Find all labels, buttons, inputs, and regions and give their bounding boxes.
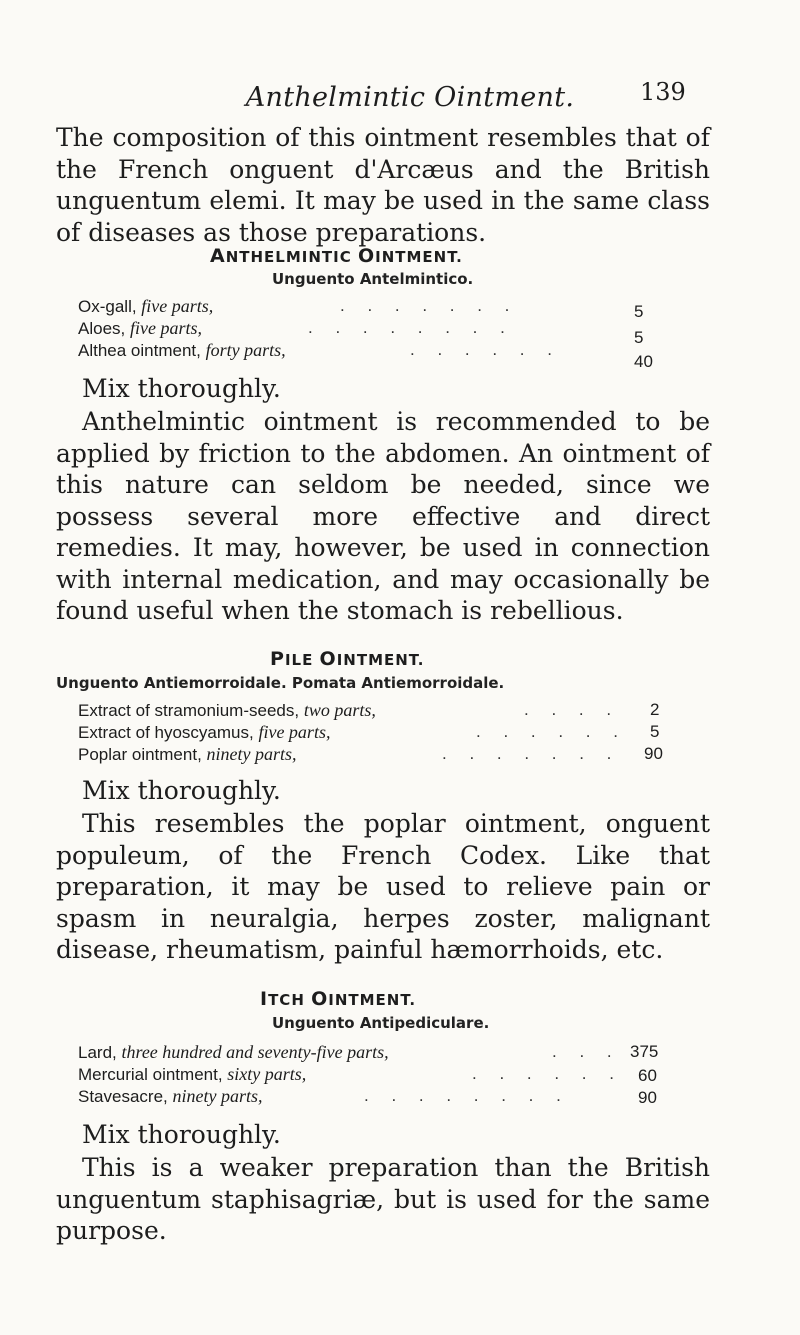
ingredient-row (78, 318, 718, 347)
section-title-pile (270, 648, 800, 670)
title-rest: TCH (268, 991, 312, 1009)
ingredient-row (78, 1042, 718, 1064)
leader-dots: . . . . (524, 700, 621, 719)
ingredient-row (78, 722, 718, 744)
section-note: Anthelmintic ointment is recommended to be applied by friction to the abdomen. An ointment of this nature can seldom be needed, since we possess several more effective and direct remedies. It may, however, be used in connection with internal medication, and may occasionally be found useful when the stomach is rebellious. (56, 407, 710, 625)
ingredient-list (78, 1042, 718, 1108)
ingredient-name: Aloes, (78, 319, 130, 338)
mix-instruction: Mix thoroughly. (82, 374, 281, 403)
leader-dots: . . . . . . . . (364, 1086, 570, 1105)
title-initial2: O (319, 648, 337, 670)
title-initial: A (210, 245, 226, 267)
leader-dots: . . . . . . . (442, 744, 621, 763)
ingredient-amount: five parts, (129, 318, 202, 338)
ingredient-row (78, 744, 718, 766)
ingredient-row (78, 340, 718, 371)
intro-paragraph: The composition of this ointment resembles that of the French onguent d'Arcæus and the British unguentum elemi. It may be used in the same class of diseases as those preparations. (56, 123, 710, 247)
title-rest2: INTMENT. (328, 991, 417, 1009)
ingredient-name: Extract of stramonium-seeds, (78, 701, 304, 720)
ingredient-row (78, 700, 718, 722)
title-rest: NTHELMINTIC (225, 248, 358, 266)
ingredient-list (78, 296, 718, 371)
title-initial2: O (311, 988, 329, 1010)
ingredient-name: Lard, (78, 1043, 122, 1062)
ingredient-amount: five parts, (141, 296, 214, 316)
ingredient-name: Stavesacre, (78, 1087, 173, 1106)
section-title-itch (260, 988, 800, 1010)
ingredient-amount: sixty parts, (227, 1064, 307, 1084)
title-initial2: O (357, 245, 376, 267)
ingredient-row (78, 296, 718, 321)
ingredient-amount: forty parts, (205, 340, 286, 360)
ingredient-name: Extract of hyoscyamus, (78, 723, 259, 742)
ingredient-amount: ninety parts, (206, 744, 297, 764)
ingredient-qty: 60 (638, 1066, 657, 1085)
leader-dots: . . . . . . . (340, 296, 519, 315)
title-initial: P (270, 648, 285, 670)
section-note: This is a weaker preparation than the British unguentum staphisagriæ, but is used for the same purpose. (56, 1153, 710, 1245)
ingredient-list (78, 700, 718, 766)
title-initial: I (260, 988, 269, 1010)
leader-dots: . . . (552, 1042, 621, 1061)
ingredient-name: Mercurial ointment, (78, 1065, 228, 1084)
section-title-anthelmintic (210, 245, 800, 267)
ingredient-amount: ninety parts, (172, 1086, 263, 1106)
section-note: This resembles the poplar ointment, onguent populeum, of the French Codex. Like that preparation, it may be used to relieve pain or spasm in neuralgia, herpes zoster, malignant disease, rheumatism, painful hæmorrhoids, etc. (56, 809, 710, 964)
ingredient-name: Poplar ointment, (78, 745, 207, 764)
section-subtitle: Unguento Antelmintico. (272, 270, 474, 288)
ingredient-qty: 90 (644, 744, 663, 763)
ingredient-qty: 5 (634, 328, 644, 347)
ingredient-name: Ox-gall, (78, 297, 142, 316)
title-rest2: INTMENT. (375, 248, 463, 266)
ingredient-qty: 40 (634, 352, 653, 371)
section-subtitle: Unguento Antipediculare. (272, 1014, 490, 1032)
ingredient-name: Althea ointment, (78, 341, 206, 360)
ingredient-qty: 2 (650, 700, 660, 719)
leader-dots: . . . . . . (472, 1064, 623, 1083)
ingredient-qty: 5 (634, 302, 644, 321)
page-number: 139 (640, 78, 686, 106)
mix-instruction: Mix thoroughly. (82, 776, 281, 805)
ingredient-qty: 5 (650, 722, 660, 741)
title-rest: ILE (284, 651, 320, 669)
ingredient-amount: five parts, (258, 722, 331, 742)
ingredient-row (78, 1064, 718, 1086)
leader-dots: . . . . . . (410, 340, 561, 359)
ingredient-amount: two parts, (303, 700, 376, 720)
leader-dots: . . . . . . (476, 722, 627, 741)
ingredient-row (78, 1086, 718, 1108)
mix-instruction: Mix thoroughly. (82, 1120, 281, 1149)
ingredient-qty: 375 (630, 1042, 659, 1061)
ingredient-qty: 90 (638, 1088, 657, 1107)
running-head: Anthelmintic Ointment. (245, 82, 575, 113)
title-rest2: INTMENT. (336, 651, 425, 669)
section-subtitle: Unguento Antiemorroidale. Pomata Antiemorroidale. (56, 674, 505, 692)
ingredient-amount: three hundred and seventy-five parts, (121, 1042, 389, 1062)
leader-dots: . . . . . . . . (308, 318, 514, 337)
